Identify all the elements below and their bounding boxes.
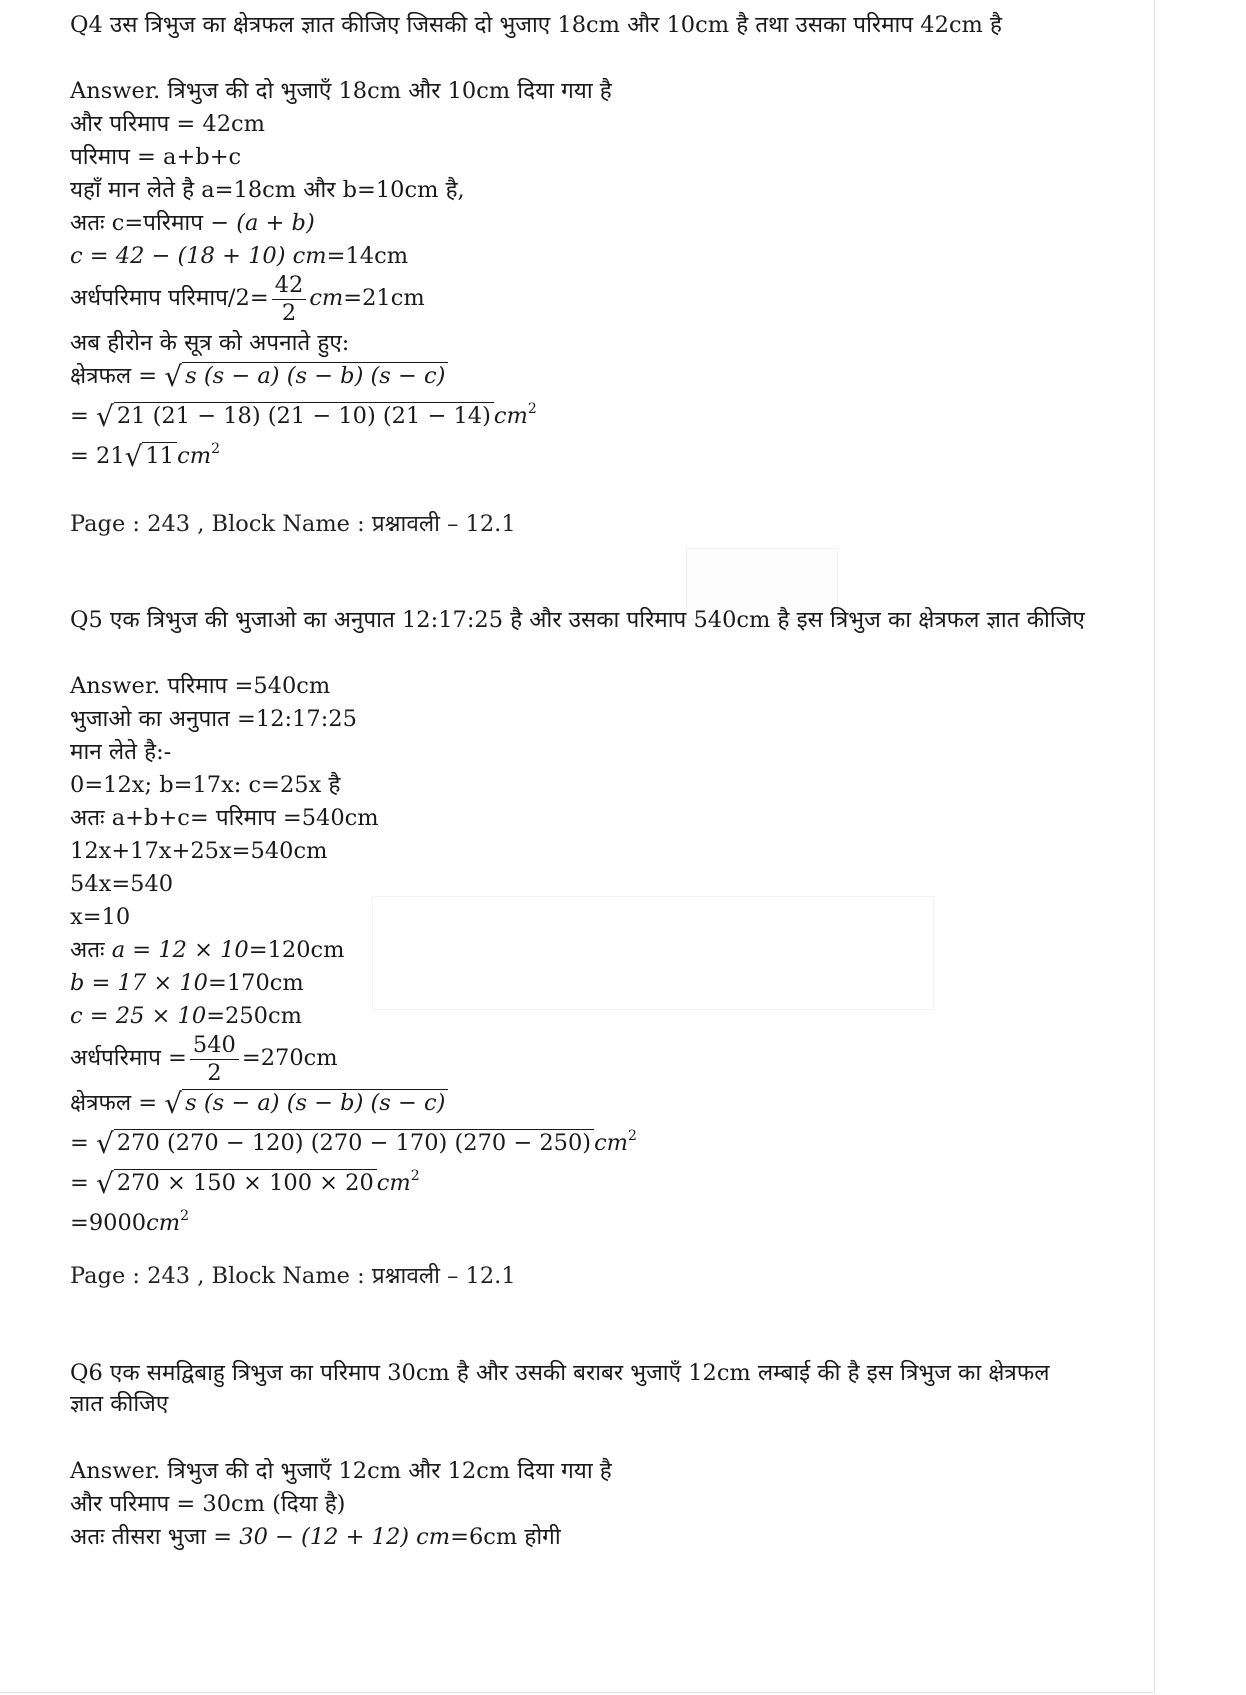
sqrt-icon: √ (164, 1087, 183, 1120)
q5-section (70, 605, 1150, 636)
q5-page-ref: Page : 243 , Block Name : प्रश्नावली – 12.1 (70, 1263, 516, 1289)
sqrt-icon: √ (96, 1167, 114, 1200)
q5-area-label: क्षेत्रफल (70, 1090, 132, 1116)
q5-semi-num: 540 (190, 1034, 239, 1060)
sqrt-icon: √ (124, 440, 143, 473)
q5-a-prefix: अतः (70, 937, 105, 963)
q4-c-value (70, 240, 1150, 273)
q5-b-result: =170cm (207, 970, 304, 996)
q6-third-side (70, 1521, 1150, 1554)
q6-third-prefix: अतः तीसरा भुजा (70, 1524, 207, 1550)
q5-area-subst: 270 (270 − 120) (270 − 170) (270 − 250) (114, 1129, 594, 1156)
q5-eq2: 54x=540 (70, 871, 174, 897)
q4-semi-perimeter (70, 273, 1150, 327)
q4-assume: यहाँ मान लेते है a=18cm और b=10cm है, (70, 177, 465, 203)
q4-page-ref-block (70, 508, 1150, 541)
q4-sqrt-subst (96, 400, 494, 433)
q5-area-formula-line: क्षेत्रफल = √ s (s − a) (s − b) (s − c) (70, 1087, 1150, 1120)
q6-third-math: = 30 − (12 + 12) cm (213, 1524, 451, 1550)
q5-question: Q5 एक त्रिभुज की भुजाओ का अनुपात 12:17:25 है और उसका परिमाप 540cm है इस त्रिभुज का क्षेत्रफल ज्ञात कीजिए (70, 607, 1085, 633)
q6-answer (70, 1455, 1150, 1554)
q4-semi-label: अर्धपरिमाप परिमाप/2= (70, 285, 269, 311)
q5-eq1: 12x+17x+25x=540cm (70, 838, 328, 864)
q5-area-formula: s (s − a) (s − b) (s − c) (182, 1089, 448, 1116)
q4-area-formula-line: क्षेत्रफल = √ s (s − a) (s − b) (s − c) (70, 360, 1150, 393)
q5-area-mult-line: = √ 270 × 150 × 100 × 20 $cm^2$ (70, 1167, 420, 1200)
q5-semi-perimeter (70, 1033, 1150, 1087)
q5-sides: 0=12x; b=17x: c=25x है (70, 772, 341, 798)
q5-semi-fraction (190, 1034, 239, 1084)
q5-area-result-unit: cm (146, 1210, 181, 1236)
q5-semi-label: अर्धपरिमाप = (70, 1045, 187, 1071)
q4-area-subst-line: = √ 21 (21 − 18) (21 − 10) (21 − 14) $cm^2$ (70, 400, 537, 433)
q4-semi-num: 42 (272, 274, 307, 300)
q4-area-subst-unit: cm (493, 403, 528, 429)
q5-c-result: =250cm (206, 1003, 302, 1029)
q4-area-label: क्षेत्रफल (70, 363, 132, 389)
q4-c-formula-math: − (a + b) (210, 210, 315, 236)
q4-page-ref: Page : 243 , Block Name : प्रश्नावली – 12.1 (70, 511, 516, 537)
q5-a-math: a = 12 × 10 (111, 937, 249, 963)
q5-sqrt-subst (96, 1127, 594, 1160)
q5-assume: मान लेते है:- (70, 739, 172, 765)
q4-semi-unit: cm (309, 285, 344, 311)
q5-sqrt-mult (96, 1167, 377, 1200)
q5-eq3: x=10 (70, 904, 131, 930)
q5-area-result-line: $=9000cm^2$ (70, 1208, 189, 1236)
q6-perimeter-given: और परिमाप = 30cm (दिया है) (70, 1491, 346, 1517)
q4-answer-intro: Answer. त्रिभुज की दो भुजाएँ 18cm और 10cm दिया गया है (70, 78, 612, 104)
q5-semi-result: =270cm (241, 1045, 338, 1071)
q4-c-value-result: =14cm (326, 243, 409, 269)
q5-area-mult-unit: cm (376, 1170, 411, 1196)
q4-area-result-unit: cm (177, 443, 212, 469)
q6-question: Q6 एक समद्विबाहु त्रिभुज का परिमाप 30cm है और उसकी बराबर भुजाएँ 12cm लम्बाई की है इस त्रिभुज का क्षेत्रफल ज्ञात कीजिए (70, 1360, 1050, 1417)
q4-area-result-line: = 21√ 11 $cm^2$ (70, 440, 220, 473)
q5-area-subst-unit: cm (594, 1130, 629, 1156)
q4-area-result-coef: = 21 (70, 443, 125, 469)
q4-answer (70, 75, 1150, 473)
q5-a-line (70, 934, 1150, 967)
q4-area-result-rad: 11 (142, 442, 177, 469)
q6-answer-intro: Answer. त्रिभुज की दो भुजाएँ 12cm और 12cm दिया गया है (70, 1458, 612, 1484)
q4-section (70, 10, 1150, 41)
q5-answer-intro: Answer. परिमाप =540cm (70, 673, 331, 699)
q5-area-mult: 270 × 150 × 100 × 20 (114, 1169, 377, 1196)
q5-b-math: b = 17 × 10 (70, 970, 208, 996)
sqrt-icon: √ (96, 400, 114, 433)
q5-area-result-prefix: =9000 (70, 1210, 147, 1236)
q4-semi-result: =21cm (343, 285, 425, 311)
q4-c-value-math: c = 42 − (18 + 10) cm (70, 243, 327, 269)
q6-section (70, 1358, 1070, 1420)
q4-heron-intro: अब हीरोन के सूत्र को अपनाते हुए: (70, 330, 350, 356)
q5-area-subst-line: = √ 270 (270 − 120) (270 − 170) (270 − 250) $cm^2$ (70, 1127, 637, 1160)
q5-semi-den: 2 (207, 1059, 222, 1086)
q4-semi-den: 2 (281, 299, 297, 326)
q5-a-result: =120cm (248, 937, 345, 963)
q4-c-formula-prefix: अतः c=परिमाप (70, 210, 204, 236)
sqrt-icon: √ (96, 1127, 114, 1160)
q5-page-ref-block (70, 1260, 1150, 1293)
q4-sqrt-result (125, 440, 177, 473)
q5-c-math: c = 25 × 10 (70, 1003, 207, 1029)
q5-answer (70, 670, 1150, 1240)
q6-third-result: =6cm होगी (450, 1524, 561, 1550)
sqrt-icon: √ (164, 360, 183, 393)
q5-b-line (70, 967, 1150, 1000)
q5-c-line (70, 1000, 1150, 1033)
q5-sum: अतः a+b+c= परिमाप =540cm (70, 805, 379, 831)
q5-sqrt (164, 1087, 448, 1120)
q4-semi-fraction (272, 274, 307, 324)
q4-c-formula (70, 207, 1150, 240)
q4-question: Q4 उस त्रिभुज का क्षेत्रफल ज्ञात कीजिए जिसकी दो भुजाए 18cm और 10cm है तथा उसका परिमाप 42cm है (70, 12, 1002, 38)
q5-ratio: भुजाओ का अनुपात =12:17:25 (70, 706, 357, 732)
q4-area-formula: s (s − a) (s − b) (s − c) (182, 362, 448, 389)
q4-area-subst: 21 (21 − 18) (21 − 10) (21 − 14) (114, 402, 494, 429)
q4-perimeter-formula: परिमाप = a+b+c (70, 144, 242, 170)
q4-perimeter-given: और परिमाप = 42cm (70, 111, 265, 137)
q4-sqrt (164, 360, 448, 393)
